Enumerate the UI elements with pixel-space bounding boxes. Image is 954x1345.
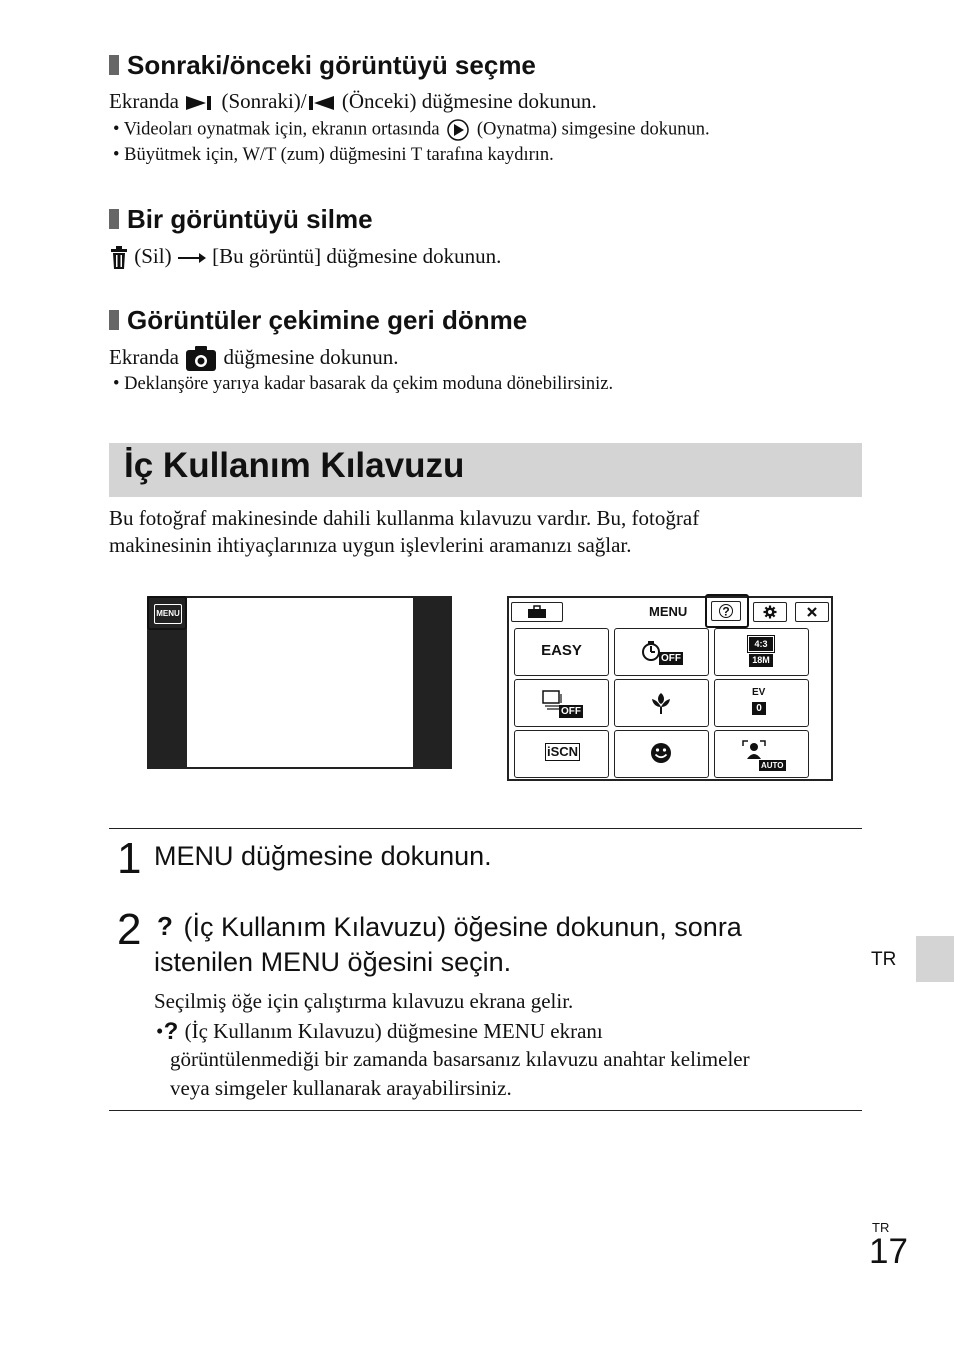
page-title: İç Kullanım Kılavuzu	[124, 446, 465, 485]
ev-label: EV	[752, 687, 766, 698]
menu-icon: MENU	[154, 604, 182, 624]
camera-icon	[184, 345, 218, 373]
help-question-icon	[163, 1018, 179, 1042]
arrow-right-icon	[177, 251, 207, 265]
step-2-bullet-line-3: veya simgeler kullanarak arayabilirsiniz.	[170, 1076, 512, 1100]
exposure-value-button[interactable]	[714, 679, 809, 727]
bullet-play-video: • Videoları oynatmak için, ekranın ortasında (Oynatma) simgesine dokunun.	[113, 118, 710, 142]
step-2-bullet-line-2: görüntülenmediği bir zamanda basarsanız kılavuzu anahtar kelimeler	[170, 1047, 750, 1071]
smile-shutter-button[interactable]	[614, 730, 709, 778]
help-question-icon	[154, 913, 176, 939]
trash-icon	[109, 246, 129, 270]
image-size-button[interactable]	[714, 628, 809, 676]
step-1-text: MENU düğmesine dokunun.	[154, 841, 492, 871]
close-button[interactable]	[795, 602, 829, 622]
image-area	[187, 598, 413, 767]
easy-mode-button[interactable]	[514, 628, 609, 676]
close-icon	[806, 606, 818, 618]
side-tab	[916, 936, 954, 982]
menu-screen	[507, 596, 833, 781]
aspect-ratio-badge: 4:3	[749, 637, 773, 651]
section-heading-next-prev: Sonraki/önceki görüntüyü seçme	[109, 50, 536, 81]
face-detection-icon	[741, 739, 767, 761]
step-1-number: 1	[117, 834, 142, 883]
intro-line-1: Bu fotoğraf makinesinde dahili kullanma kılavuzu vardır. Bu, fotoğraf	[109, 506, 700, 530]
menu-header-label: MENU	[649, 604, 688, 619]
bullet-dot: •	[156, 1019, 164, 1043]
section-heading-delete: Bir görüntüyü silme	[109, 204, 373, 235]
heading-marker	[109, 310, 119, 330]
step-2-text-line-2: istenilen MENU öğesini seçin.	[154, 947, 512, 977]
easy-label: EASY	[541, 642, 582, 659]
help-question-icon	[719, 603, 733, 619]
auto-badge: AUTO	[761, 761, 784, 770]
self-timer-button[interactable]	[614, 628, 709, 676]
macro-flower-icon	[649, 690, 673, 716]
play-icon	[444, 118, 472, 142]
next-prev-instruction: Ekranda (Sonraki)/ (Önceki) düğmesine dokunun.	[109, 89, 597, 113]
iscn-label: iSCN	[547, 744, 579, 759]
step-2-bullet-line-1: • ? (İç Kullanım Kılavuzu) düğmesine MENU ekranı	[156, 1018, 603, 1043]
burst-button[interactable]	[514, 679, 609, 727]
previous-icon	[307, 94, 337, 112]
bullet-zoom: • Büyütmek için, W/T (zum) düğmesini T tarafına kaydırın.	[113, 145, 554, 165]
face-detection-button[interactable]	[714, 730, 809, 778]
toolbox-icon	[526, 605, 548, 619]
help-guide-button[interactable]	[711, 601, 741, 621]
steps-top-rule	[109, 828, 862, 829]
return-shooting-instruction: Ekranda düğmesine dokunun.	[109, 345, 398, 373]
page-number: 17	[869, 1232, 908, 1271]
section-heading-return-shooting: Görüntüler çekimine geri dönme	[109, 305, 527, 336]
svg-text:?: ?	[164, 1018, 179, 1042]
step-2-text-line-1: ? (İç Kullanım Kılavuzu) öğesine dokunun, sonra	[154, 912, 742, 943]
burst-off-badge: OFF	[561, 706, 581, 717]
svg-text:?: ?	[157, 913, 173, 939]
step-2-number: 2	[117, 905, 142, 954]
intro-line-2: makinesinin ihtiyaçlarınıza uygun işlevlerini aramanızı sağlar.	[109, 533, 632, 557]
ev-value-badge: 0	[752, 702, 766, 715]
help-guide-button-highlight[interactable]	[705, 594, 749, 628]
toolbox-button[interactable]	[511, 602, 563, 622]
macro-button[interactable]	[614, 679, 709, 727]
side-language-label: TR	[871, 949, 897, 970]
gear-icon	[763, 605, 777, 619]
steps-bottom-rule	[109, 1110, 862, 1111]
heading-marker	[109, 209, 119, 229]
heading-marker	[109, 55, 119, 75]
delete-instruction: (Sil) [Bu görüntü] düğmesine dokunun.	[109, 244, 501, 270]
settings-button[interactable]	[753, 602, 787, 622]
smile-face-icon	[650, 742, 672, 764]
playback-screen	[147, 596, 452, 769]
scene-recognition-button[interactable]	[514, 730, 609, 778]
self-timer-off-badge: OFF	[661, 653, 681, 664]
svg-text:?: ?	[722, 604, 730, 619]
step-2-note: Seçilmiş öğe için çalıştırma kılavuzu ekrana gelir.	[154, 989, 574, 1013]
next-icon	[184, 94, 216, 112]
bullet-half-press: • Deklanşöre yarıya kadar basarak da çekim moduna dönebilirsiniz.	[113, 374, 614, 394]
menu-button-highlight[interactable]	[147, 596, 187, 630]
footer-language-label: TR	[872, 1220, 890, 1235]
image-size-badge: 18M	[749, 654, 773, 667]
